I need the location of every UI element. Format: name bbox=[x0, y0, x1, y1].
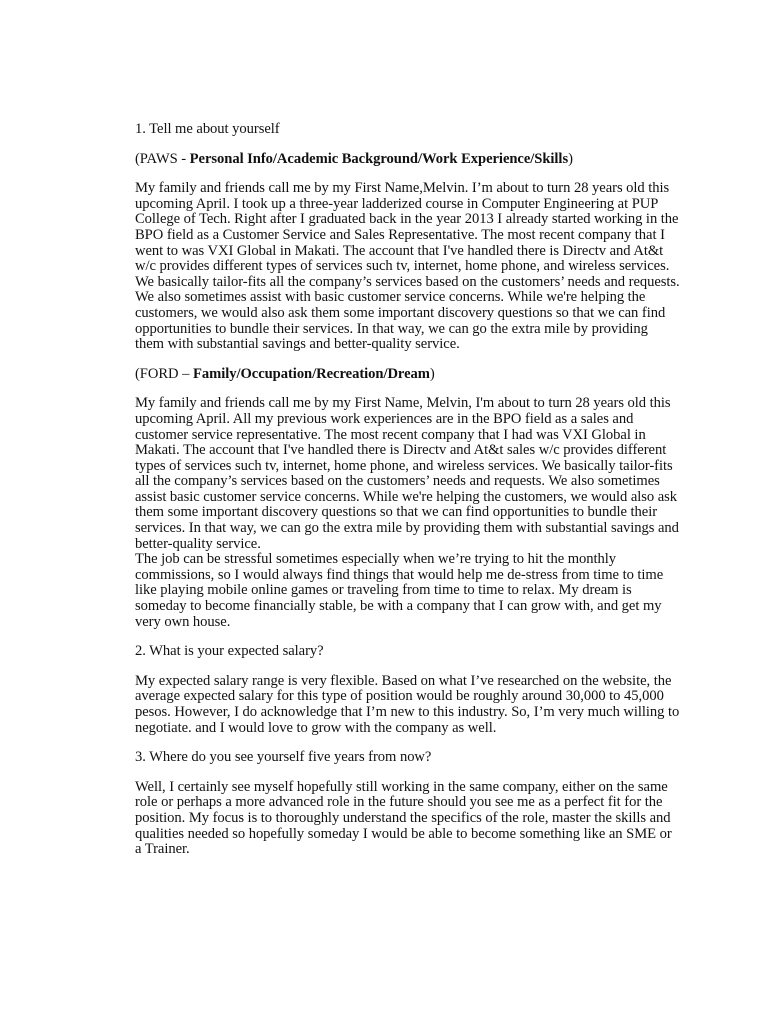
ford-prefix: (FORD – bbox=[135, 365, 193, 382]
paws-suffix: ) bbox=[568, 150, 573, 167]
paws-heading bbox=[135, 152, 680, 168]
question-1-heading: 1. Tell me about yourself bbox=[135, 121, 280, 137]
ford-title: Family/Occupation/Recreation/Dream bbox=[192, 365, 430, 382]
ford-answer: My family and friends call me by my First Name, Melvin, I'm about to turn 28 years old this upcoming April. All my previous work experiences are in the BPO field as a sales and customer service representative. The most recent company that I had was VXI Global in Makati. The account that I've handled there is Directv and At&t sales w/c provides different types of services such tv, internet, home phone, and wireless services. We basically tailor-fits all the company’s services based on the customers’ needs and requests. We also sometimes assist basic customer service concerns. While we're helping the customers, we would also ask them some important discovery questions so that we can find opportunities to bundle their services. In that way, we can go the extra mile by providing them with substantial savings and better-quality service. bbox=[135, 395, 679, 552]
paws-prefix: (PAWS - bbox=[135, 150, 190, 167]
question-2-answer: My expected salary range is very flexible. Based on what I’ve researched on the website, the average expected salary for this type of position would be roughly around 30,000 to 45,000 pesos. However, I do acknowledge that I’m new to this industry. So, I’m very much willing to negotiate. and I would love to grow with the company as well. bbox=[135, 672, 680, 736]
question-3-heading: 3. Where do you see yourself five years from now? bbox=[135, 749, 432, 766]
question-2-heading: 2. What is your expected salary? bbox=[135, 643, 324, 660]
question-3-answer: Well, I certainly see myself hopefully still working in the same company, either on the same role or perhaps a more advanced role in the future should you see me as a perfect fit for the position. My focus is to thoroughly understand the specifics of the role, master the skills and qualities needed so hopefully someday I would be able to become something like an SME or a Trainer. bbox=[135, 778, 672, 858]
document-page bbox=[135, 122, 680, 872]
ford-answer-continued: The job can be stressful sometimes especially when we’re trying to hit the monthly commissions, so I would always find things that would help me de-stress from time to time like playing mobile online games or traveling from time to time to relax. My dream is someday to become financially stable, be with a company that I can grow with, and get my very own house. bbox=[135, 551, 664, 630]
paws-title: Personal Info/Academic Background/Work Experience/Skills bbox=[189, 150, 569, 167]
paws-answer: My family and friends call me by my First Name,Melvin. I’m about to turn 28 years old this upcoming April. I took up a three-year ladderized course in Computer Engineering at PUP College of Tech. Right after I graduated back in the year 2013 I already started working in the BPO field as a Customer Service and Sales Representative. The most recent company that I went to was VXI Global in Makati. The account that I've handled there is Directv and At&t w/c provides different types of services such tv, internet, home phone, and wireless services. We basically tailor-fits all the company’s services based on the customers’ needs and requests. We also sometimes assist with basic customer service concerns. While we're helping the customers, we would also ask them some important discovery questions so that we can find opportunities to bundle their services. In that way, we can go the extra mile by providing them with substantial savings and better-quality service. bbox=[135, 180, 680, 353]
ford-suffix: ) bbox=[429, 365, 435, 382]
ford-heading bbox=[135, 367, 680, 383]
